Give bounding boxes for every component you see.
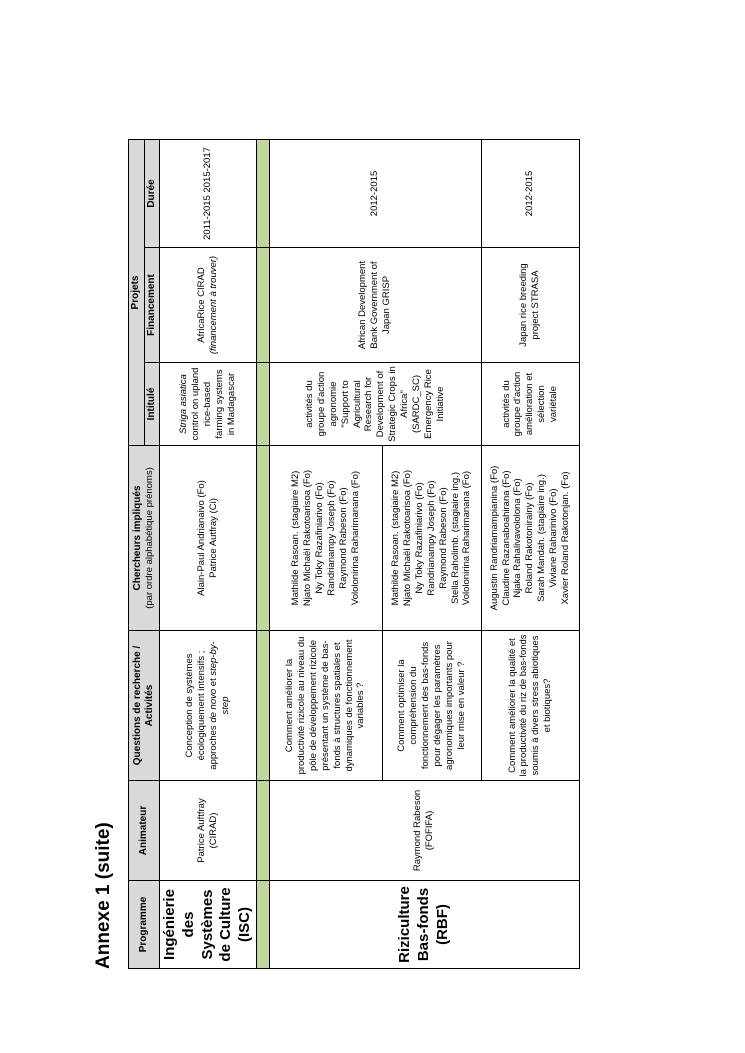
researcher-name: Xavier Roland Rakotonjan. (Fo): [559, 471, 571, 605]
chercheurs-rbf-2: [382, 446, 481, 631]
financement-isc: AfricaRice CIRAD (financement à trouver): [160, 248, 257, 363]
researcher-name: Njato Michaël Rakotoarisoa (Fo): [302, 469, 313, 607]
researcher-name: Vololonirina Raharimanana (Fo): [349, 470, 361, 606]
table-row-rbf-1: [269, 139, 382, 968]
financement-rbf-3: Japan rice breeding project STRASA: [481, 248, 579, 363]
researcher-name: Augustin Randriamampianina (Fo): [488, 465, 500, 611]
table-row-isc: [160, 139, 257, 968]
header-duree: Durée: [144, 139, 160, 247]
animateur-isc: Patrice Auftfray (CIRAD): [160, 781, 257, 881]
researcher-name: Vololonirina Raharimanana (Fo): [461, 470, 473, 606]
annex-table: [128, 139, 580, 969]
researcher-name: Roland Rakotonirainy (Fo): [524, 482, 536, 594]
researcher-name: Randrianampy Joseph (Fo): [425, 480, 437, 596]
duree-isc: 2011-2015 2015-2017: [160, 139, 257, 247]
researcher-name: Viviane Raharinivo (Fo): [548, 488, 560, 588]
researcher-name: Patrice Autfray (Ci): [207, 498, 219, 578]
financement-rbf-1: African Development Bank Government of Japan GRISP: [269, 248, 481, 363]
chercheurs-isc: [160, 446, 257, 631]
header-chercheurs-sub: (par ordre alphabétique prénoms): [144, 467, 156, 609]
researcher-name: Sarah Mandah. (stagiaire ing.): [536, 474, 548, 602]
duree-rbf-1: 2012-2015: [269, 139, 481, 247]
header-chercheurs-title: Chercheurs impliqués: [131, 485, 143, 591]
intitule-rbf-3: activités du groupe d'action amélioration et sélection variétale: [481, 363, 579, 446]
page-title: Annexe 1 (suite): [93, 822, 114, 969]
researcher-name: Raymond Rabeson (Fo): [437, 487, 449, 589]
researcher-name: Mathilde Rasoan. (stagiaire M2): [390, 470, 402, 606]
researcher-name: Ny Toky Razafiniarivo (Fo): [313, 482, 325, 594]
animateur-rbf: Raymond Rabeson (FOFIFA): [269, 781, 579, 881]
intitule-isc: Striga asiatica control on upland rice-based farming systems in Madagascar: [160, 363, 257, 446]
programme-isc: Ingénierie des Systèmes de Culture (ISC): [160, 881, 257, 969]
researcher-name: Njato Michaël Rakotoarisoa (Fo): [402, 469, 414, 607]
header-financement: Financement: [144, 248, 160, 363]
researcher-name: Stella Raholimb. (stagiaire ing.): [449, 472, 461, 605]
researcher-name: Ny Toky Razafiniarivo (Fo): [413, 482, 425, 594]
researcher-name: Mathilde Rasoan. (stagiaire M2): [290, 470, 302, 606]
duree-rbf-3: 2012-2015: [481, 139, 579, 247]
separator-row: [256, 139, 269, 968]
researcher-name: Randrianampy Joseph (Fo): [325, 480, 337, 596]
researcher-name: Raymond Rabeson (Fo): [337, 487, 349, 589]
chercheurs-rbf-1: [269, 446, 382, 631]
header-intitule: Intitulé: [144, 363, 160, 446]
programme-rbf: Riziculture Bas-fonds (RBF): [269, 881, 579, 969]
researcher-name: Claudine Razanaboahirana (Fo): [500, 470, 512, 606]
intitule-rbf-1: activités du groupe d'action agronomie "Support to Agricultural Research for Development of Strategic Crops in Africa" (SARDC_SC) Emergency Rice Initiative: [269, 363, 481, 446]
questions-rbf-3: Comment améliorer la qualité et la productivité du riz de bas-fonds soumis à divers stress abiotiques et biotiques?: [481, 631, 579, 781]
questions-isc: Conception de systèmes écologiquement intensifs ; approches de novo et step-by-step: [160, 631, 257, 781]
researcher-name: Njaka Rahalivavololona (Fo): [512, 478, 524, 598]
header-animateur: Animateur: [129, 781, 160, 881]
researcher-name: Alain-Paul Andrianaivo (Fo): [196, 480, 207, 596]
header-programme: Programme: [129, 881, 160, 969]
chercheurs-rbf-3: [481, 446, 579, 631]
questions-rbf-2: Comment optimiser la compréhension du fonctionnement des bas-fonds pour dégager les paramètres agronomiques importants pour leur mise en valeur ?: [382, 631, 481, 781]
questions-rbf-1: Comment améliorer la productivité rizicole au niveau du pôle de développement rizicole présentant un système de bas-fonds à structures spatiales et dynamiques de fonctionnement variables ?: [269, 631, 382, 781]
header-projets: Projets: [129, 139, 145, 445]
header-questions: Questions de recherche / Activités: [129, 631, 160, 781]
header-chercheurs: [129, 446, 160, 631]
